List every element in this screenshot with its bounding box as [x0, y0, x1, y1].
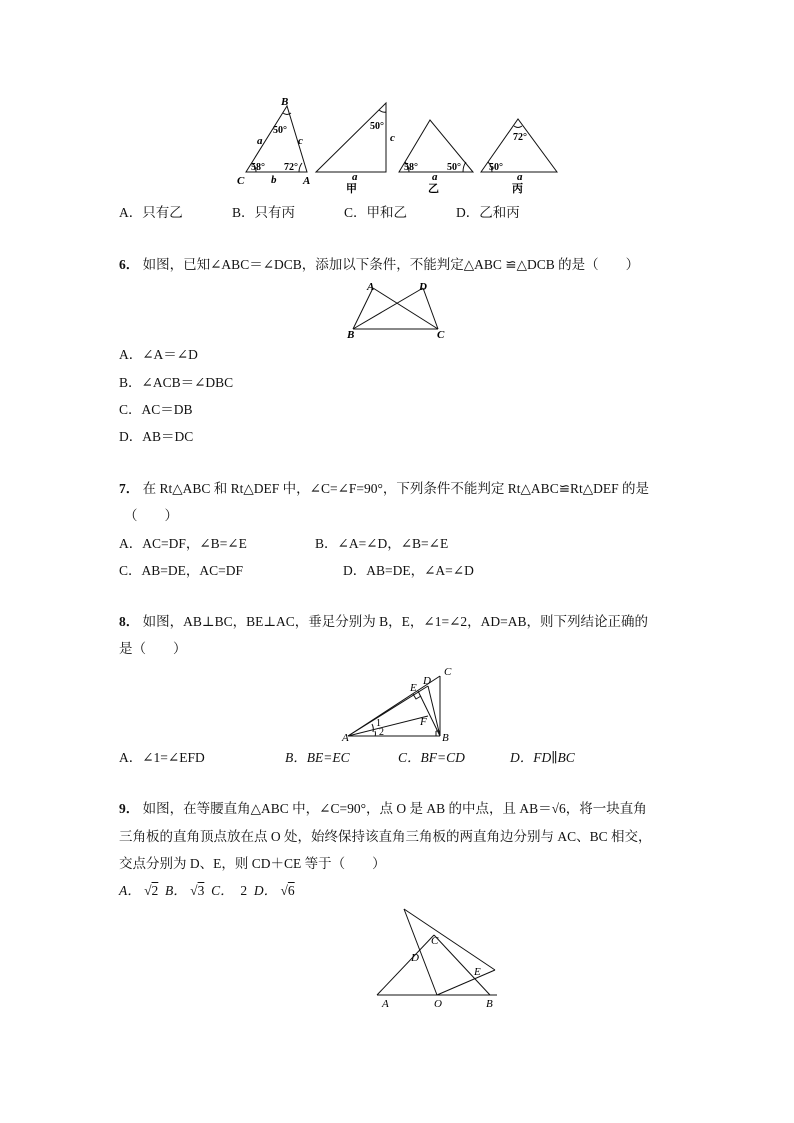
- q5-label-a: A: [303, 175, 311, 187]
- q9-stem-line2: 三角板的直角顶点放在点 O 处，始终保持该直角三角板的两直角边分别与 AC、BC 相交，: [119, 829, 652, 844]
- q9-label-d: D: [411, 952, 419, 964]
- q5-yi-side-a: a: [432, 171, 438, 183]
- q7-option-b: B．∠A=∠D，∠B=∠E: [315, 536, 449, 551]
- q8-number: 8．: [119, 614, 140, 629]
- q6-option-c: C．AC＝DB: [119, 402, 193, 417]
- q9-label-o: O: [434, 998, 442, 1010]
- q9-triangle-side-od: [404, 909, 437, 995]
- q6-segment-cd: [423, 288, 438, 329]
- q8-segment-db: [428, 686, 440, 736]
- q5-yi-name: 乙: [428, 183, 439, 195]
- q6-option-d: D．AB＝DC: [119, 429, 194, 444]
- q9-option-b: B．: [165, 883, 187, 898]
- q5-yi-angle2: 50°: [447, 162, 461, 173]
- q5-angle-a: 72°: [284, 162, 298, 173]
- q7-number: 7．: [119, 481, 140, 496]
- q9-option-d: D．: [253, 883, 278, 898]
- q9-option-b-value: √3: [190, 883, 205, 898]
- q5-label-b: B: [281, 96, 289, 108]
- q8-stem-line1: [119, 613, 648, 631]
- q7-option-a: A．AC=DF，∠B=∠E: [119, 536, 247, 551]
- q5-bing-name: 丙: [512, 183, 523, 195]
- q8-stem-line2: 是（ ）: [119, 641, 187, 656]
- q5-option-b: B．只有丙: [232, 205, 296, 220]
- q5-bing-side-a: a: [517, 171, 523, 183]
- q8-angle-1-arc: [372, 724, 373, 732]
- q5-jia-side-c: c: [390, 132, 395, 144]
- q7-stem-line2: （ ）: [124, 508, 178, 523]
- q9-options: [119, 882, 295, 900]
- q9-stem-line3: 交点分别为 D、E，则 CD＋CE 等于（ ）: [119, 856, 386, 871]
- q8-segment-be: [418, 691, 440, 736]
- q6-label-d: D: [419, 281, 427, 293]
- q5-yi-angle1: 58°: [404, 162, 418, 173]
- q8-option-a: A．∠1=∠EFD: [119, 750, 205, 765]
- q9-option-a: A．: [119, 883, 141, 898]
- q5-label-c: C: [237, 175, 245, 187]
- q6-stem: [119, 256, 639, 274]
- q5-bing-angle1: 72°: [513, 132, 527, 143]
- q8-stem-text: 如图，AB⊥BC，BE⊥AC，垂足分别为 B，E，∠1=∠2，AD=AB，则下列结论正确的: [142, 614, 649, 629]
- q6-label-b: B: [347, 329, 355, 341]
- q8-segment-af: [348, 716, 428, 736]
- q5-option-c: C．甲和乙: [344, 205, 408, 220]
- q9-option-d-value: √6: [280, 883, 295, 898]
- q9-number: 9．: [119, 801, 140, 816]
- q5-jia-side-a: a: [352, 171, 358, 183]
- q7-stem-text: 在 Rt△ABC 和 Rt△DEF 中，∠C=∠F=90°，下列条件不能判定 Rt△ABC≌Rt△DEF 的是: [142, 481, 650, 496]
- q9-label-c: C: [431, 935, 439, 947]
- q6-option-a: A．∠A＝∠D: [119, 347, 198, 362]
- q8-label-c: C: [444, 666, 452, 678]
- q8-label-2: 2: [379, 727, 384, 738]
- q9-stem-line1: [119, 800, 647, 818]
- q7-option-d: D．AB=DE，∠A=∠D: [343, 563, 474, 578]
- q5-yi-angle2-arc: [463, 162, 466, 172]
- q8-angle-2-arc: [375, 731, 376, 736]
- q9-option-c: C．: [211, 883, 234, 898]
- q8-option-b: B．BE=EC: [285, 750, 350, 765]
- q9-option-c-value: 2: [240, 883, 248, 898]
- q6-label-c: C: [437, 329, 445, 341]
- q5-side-b: b: [271, 174, 277, 186]
- q8-label-a: A: [342, 732, 349, 744]
- q9-stem-text: 如图，在等腰直角△ABC 中，∠C=90°，点 O 是 AB 的中点，且 AB＝√6，将一块直角: [142, 801, 647, 816]
- q6-label-a: A: [367, 281, 375, 293]
- q9-segment-cb: [434, 935, 490, 995]
- q5-bing-angle1-arc: [514, 126, 522, 128]
- q6-segment-ac: [373, 288, 438, 329]
- q8-label-f: F: [420, 716, 427, 728]
- q5-side-c: c: [298, 135, 303, 147]
- q8-label-d: D: [423, 675, 431, 687]
- q5-angle-b: 50°: [273, 125, 287, 136]
- q5-jia-name: 甲: [346, 183, 357, 195]
- q5-option-a: A．只有乙: [119, 205, 183, 220]
- q9-label-a: A: [382, 998, 389, 1010]
- q5-side-a: a: [257, 135, 263, 147]
- q8-option-c: C．BF=CD: [398, 750, 465, 765]
- q5-bing-angle2: 50°: [489, 162, 503, 173]
- q8-label-e: E: [410, 682, 417, 694]
- q6-stem-text: 如图，已知∠ABC＝∠DCB，添加以下条件，不能判定△ABC ≌△DCB 的是（ ）: [142, 257, 640, 272]
- q5-jia-angle: 50°: [370, 121, 384, 132]
- q8-label-b: B: [442, 732, 449, 744]
- q7-option-c: C．AB=DE，AC=DF: [119, 563, 243, 578]
- q9-label-e: E: [474, 966, 481, 978]
- q5-angle-a-arc: [299, 163, 302, 172]
- q9-label-b: B: [486, 998, 493, 1010]
- q7-stem-line1: [119, 480, 649, 498]
- q6-number: 6．: [119, 257, 140, 272]
- q6-option-b: B．∠ACB＝∠DBC: [119, 375, 234, 390]
- q8-option-d: D．FD∥BC: [510, 750, 575, 765]
- q5-option-d: D．乙和丙: [456, 205, 520, 220]
- q9-option-a-value: √2: [144, 883, 159, 898]
- q8-label-1: 1: [376, 718, 381, 729]
- q5-angle-c: 58°: [251, 162, 265, 173]
